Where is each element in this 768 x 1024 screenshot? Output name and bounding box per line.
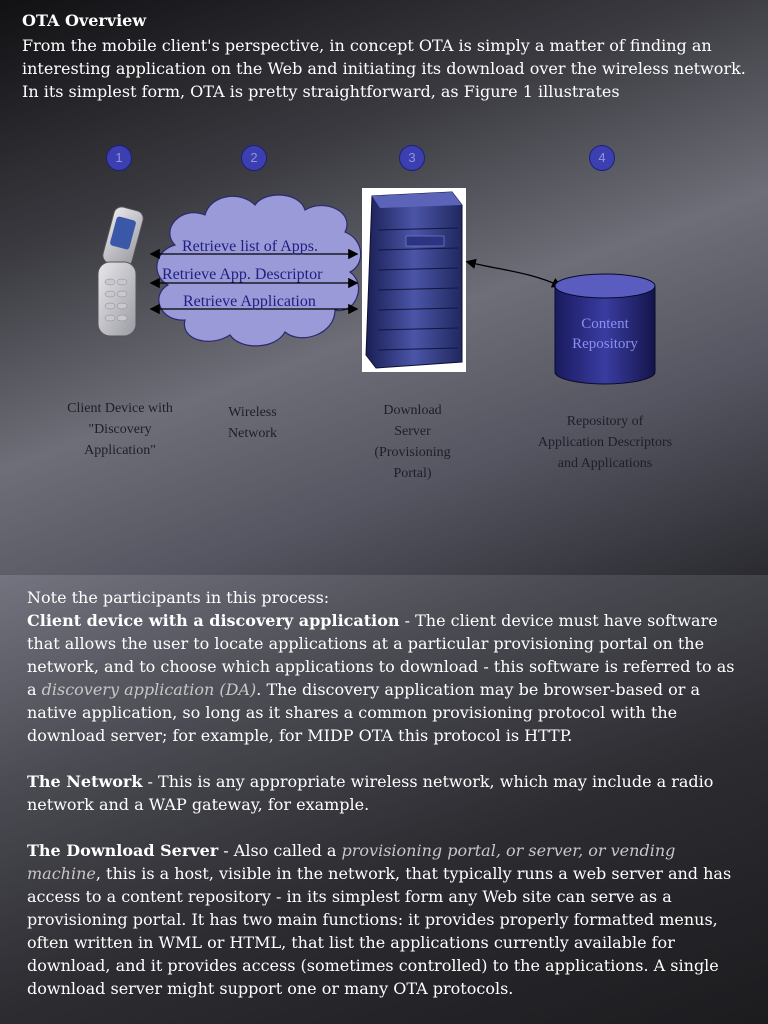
intro-text: From the mobile client's perspective, in concept OTA is simply a matter of finding an interesting application on the Web and initiating its download over the wireless network. In its simplest form, OTA is pretty straightforward, as Figure 1 illustrates: [22, 36, 746, 101]
download-server-caption: Download Server (Provisioning Portal): [374, 403, 451, 481]
participants-slide: [0, 575, 768, 1024]
server-tower-icon: [366, 192, 462, 368]
step-1-badge: 1: [106, 145, 132, 171]
arrow-label-app-descriptor: Retrieve App. Descriptor: [162, 266, 323, 283]
intro-title: OTA Overview: [22, 11, 147, 30]
arrow-label-list-apps: Retrieve list of Apps.: [182, 238, 318, 255]
arrow-label-application: Retrieve Application: [183, 293, 316, 310]
repository-caption: Repository of Application Descriptors and Applications: [537, 414, 673, 471]
provisioning-portal-term: provisioning portal, or server, or vending machine: [27, 841, 676, 883]
step-3-badge: 3: [399, 145, 425, 171]
network-heading: The Network: [27, 772, 143, 791]
discovery-application-term: discovery application (DA): [41, 680, 257, 699]
participants-note: Note the participants in this process:: [27, 588, 330, 607]
client-device-heading: Client device with a discovery application: [27, 611, 400, 630]
participants-paragraph-client: Note the participants in this process: Client device with a discovery application - The client device must have software that allows the user to locate applications at a particular provisioning portal on the network, and to choose which applications to download - this software is referred to as a discovery application (DA). The discovery application may be browser-based or a native application, so long as it shares a common provisioning protocol with the download server; for example, for MIDP OTA this protocol is HTTP.: [27, 586, 749, 747]
client-device-caption: Client Device with "Discovery Application": [67, 401, 173, 458]
participants-paragraph-server: The Download Server - Also called a provisioning portal, or server, or vending machine, this is a host, visible in the network, that typically runs a web server and has access to a content repository - in its simplest form any Web site can serve as a provisioning portal. It has two main functions: it provides properly formatted menus, often written in WML or HTML, that list the applications currently available for download, and it provides access (sometimes controlled) to the applications. A single download server might support one or many OTA protocols.: [27, 841, 732, 998]
mobile-phone-icon: [98, 205, 145, 336]
step-2-badge: 2: [241, 145, 267, 171]
download-server-heading: The Download Server: [27, 841, 219, 860]
participants-paragraph-network: The Network - This is any appropriate wireless network, which may include a radio network and a WAP gateway, for example.: [27, 772, 714, 814]
step-4-badge: 4: [589, 145, 615, 171]
wireless-network-caption: Wireless Network: [228, 405, 277, 441]
repository-label: Content Repository: [572, 316, 638, 352]
